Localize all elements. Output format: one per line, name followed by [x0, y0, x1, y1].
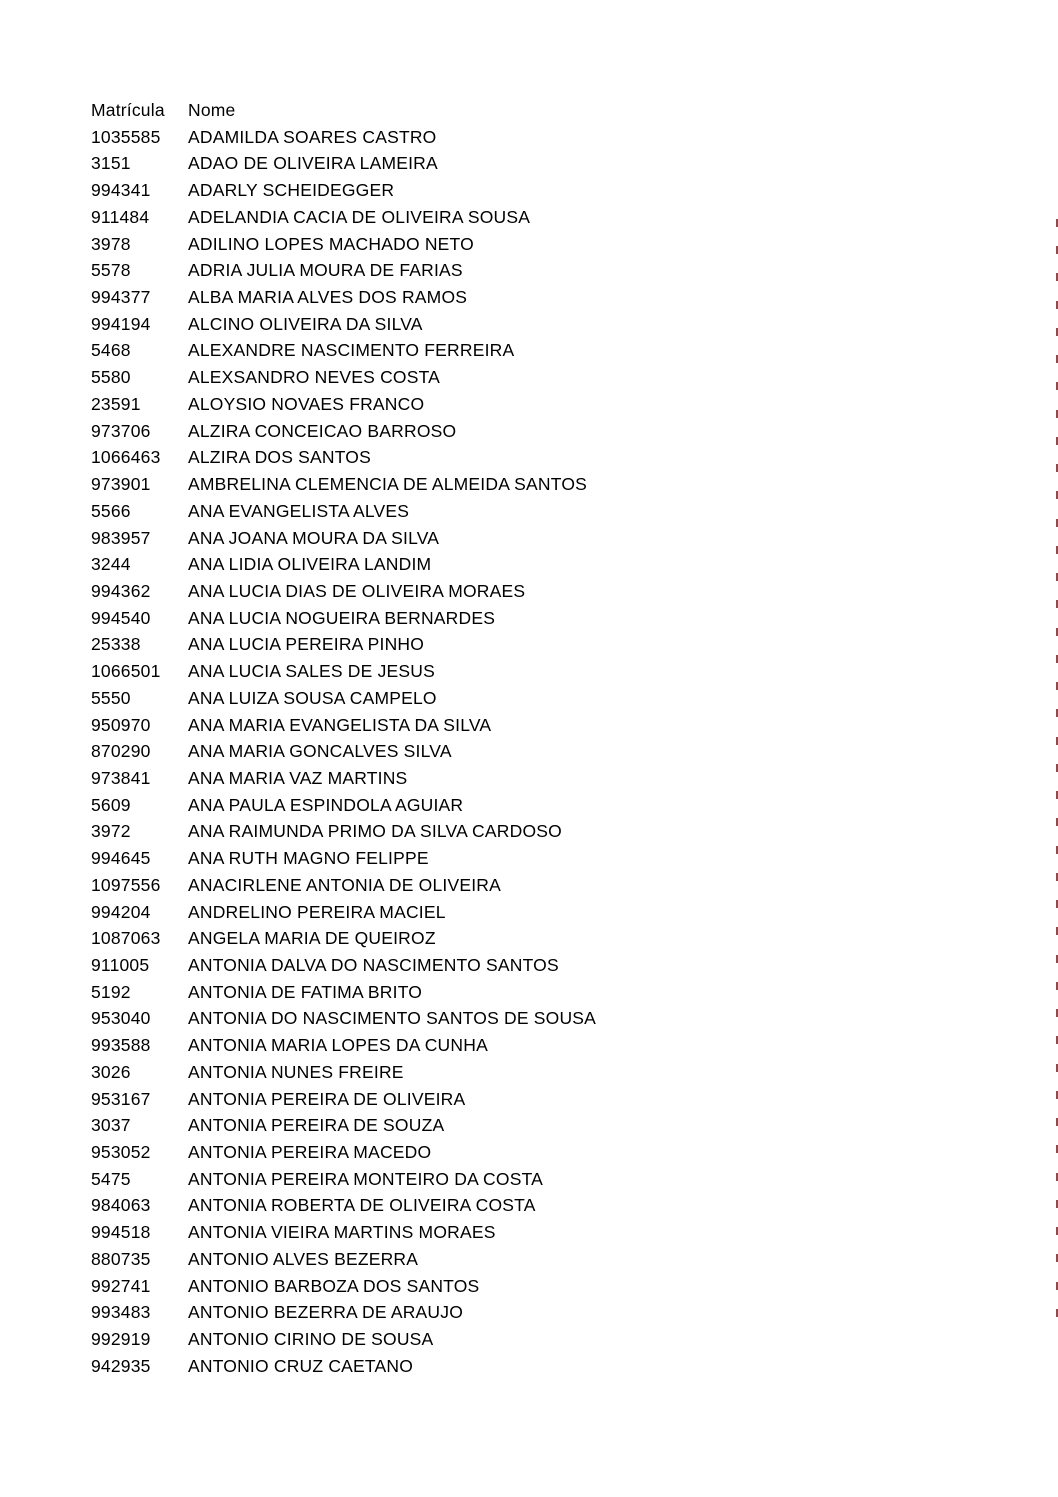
nome-cell: ALBA MARIA ALVES DOS RAMOS	[188, 287, 468, 308]
table-row	[0, 1299, 1058, 1326]
nome-cell: ANA LUCIA PEREIRA PINHO	[188, 634, 425, 655]
matricula-cell: 5468	[91, 340, 131, 361]
table-row	[0, 204, 1058, 231]
nome-cell: ANDRELINO PEREIRA MACIEL	[188, 901, 446, 922]
matricula-cell: 973841	[91, 767, 151, 788]
table-row	[0, 925, 1058, 952]
matricula-cell: 5192	[91, 981, 131, 1002]
matricula-cell: 993483	[91, 1302, 151, 1323]
table-row	[0, 1086, 1058, 1113]
matricula-cell: 25338	[91, 634, 141, 655]
table-row	[0, 525, 1058, 552]
matricula-cell: 3972	[91, 821, 131, 842]
table-row	[0, 1032, 1058, 1059]
table-row	[0, 658, 1058, 685]
matricula-cell: 5609	[91, 794, 131, 815]
nome-cell: ANA LIDIA OLIVEIRA LANDIM	[188, 554, 432, 575]
matricula-cell: 880735	[91, 1248, 151, 1269]
matricula-cell: 992741	[91, 1275, 151, 1296]
nome-cell: ANTONIO BEZERRA DE ARAUJO	[188, 1302, 464, 1323]
table-row	[0, 311, 1058, 338]
matricula-cell: 994362	[91, 580, 151, 601]
matricula-cell: 5475	[91, 1168, 131, 1189]
table-row	[0, 605, 1058, 632]
nome-cell: ADAMILDA SOARES CASTRO	[188, 126, 437, 147]
matricula-cell: 953052	[91, 1142, 151, 1163]
matricula-cell: 3026	[91, 1061, 131, 1082]
matricula-cell: 5566	[91, 500, 131, 521]
table-row	[0, 150, 1058, 177]
matricula-cell: 911005	[91, 955, 150, 975]
table-row	[0, 1005, 1058, 1032]
nome-cell: ANTONIA PEREIRA MONTEIRO DA COSTA	[188, 1168, 544, 1189]
nome-cell: ANA LUCIA NOGUEIRA BERNARDES	[188, 607, 496, 628]
matricula-cell: 993588	[91, 1035, 151, 1056]
nome-cell: ANTONIA ROBERTA DE OLIVEIRA COSTA	[188, 1195, 536, 1216]
matricula-cell: 3037	[91, 1115, 131, 1136]
matricula-cell: 994645	[91, 848, 151, 869]
nome-cell: ANGELA MARIA DE QUEIROZ	[188, 928, 436, 949]
nome-cell: ADRIA JULIA MOURA DE FARIAS	[188, 260, 463, 281]
matricula-cell: 911484	[91, 206, 150, 227]
column-header-nome: Nome	[188, 100, 236, 120]
matricula-cell: 953167	[91, 1088, 151, 1109]
table-body	[0, 124, 1058, 1380]
matricula-cell: 992919	[91, 1329, 151, 1350]
table-row	[0, 952, 1058, 979]
nome-cell: ADARLY SCHEIDEGGER	[188, 180, 395, 201]
nome-cell: ANTONIA MARIA LOPES DA CUNHA	[188, 1035, 488, 1056]
table-row	[0, 1219, 1058, 1246]
matricula-cell: 994204	[91, 901, 151, 922]
nome-cell: ALEXSANDRO NEVES COSTA	[188, 367, 441, 388]
nome-cell: ADILINO LOPES MACHADO NETO	[188, 233, 474, 254]
table-row	[0, 899, 1058, 926]
nome-cell: ANA PAULA ESPINDOLA AGUIAR	[188, 794, 464, 815]
matricula-cell: 994518	[91, 1222, 151, 1243]
table-row	[0, 551, 1058, 578]
table-row	[0, 391, 1058, 418]
table-row	[0, 418, 1058, 445]
nome-cell: ANTONIO CIRINO DE SOUSA	[188, 1329, 434, 1350]
table-row	[0, 1353, 1058, 1380]
table-row	[0, 1112, 1058, 1139]
table-row	[0, 1273, 1058, 1300]
matricula-cell: 994377	[91, 287, 151, 308]
table-row	[0, 765, 1058, 792]
nome-cell: ALZIRA CONCEICAO BARROSO	[188, 420, 457, 441]
table-row	[0, 872, 1058, 899]
matricula-cell: 994540	[91, 607, 151, 628]
table-row	[0, 738, 1058, 765]
column-header-matricula: Matrícula	[91, 100, 165, 120]
table-row	[0, 1326, 1058, 1353]
table-row	[0, 1246, 1058, 1273]
matricula-cell: 973706	[91, 420, 151, 441]
matricula-cell: 3244	[91, 554, 131, 575]
nome-cell: ANTONIA VIEIRA MARTINS MORAES	[188, 1222, 496, 1243]
matricula-cell: 994341	[91, 180, 151, 201]
table-row	[0, 712, 1058, 739]
matricula-cell: 950970	[91, 714, 151, 735]
matricula-cell: 983957	[91, 527, 151, 548]
nome-cell: AMBRELINA CLEMENCIA DE ALMEIDA SANTOS	[188, 474, 588, 495]
table-row	[0, 631, 1058, 658]
matricula-cell: 994194	[91, 313, 151, 334]
table-row	[0, 685, 1058, 712]
matricula-cell: 984063	[91, 1195, 151, 1216]
matricula-cell: 1066501	[91, 661, 161, 682]
table-row	[0, 1059, 1058, 1086]
matricula-cell: 973901	[91, 474, 151, 495]
nome-cell: ALZIRA DOS SANTOS	[188, 447, 371, 468]
nome-cell: ANA LUCIA SALES DE JESUS	[188, 661, 435, 682]
nome-cell: ALCINO OLIVEIRA DA SILVA	[188, 313, 423, 334]
matricula-cell: 3978	[91, 233, 131, 254]
matricula-cell: 870290	[91, 741, 151, 762]
matricula-cell: 1035585	[91, 126, 161, 147]
matricula-cell: 953040	[91, 1008, 151, 1029]
matricula-cell: 3151	[91, 153, 131, 174]
nome-cell: ANTONIO BARBOZA DOS SANTOS	[188, 1275, 480, 1296]
nome-cell: ANTONIA NUNES FREIRE	[188, 1061, 404, 1082]
table-row	[0, 177, 1058, 204]
table-row	[0, 1139, 1058, 1166]
nome-cell: ANTONIA DE FATIMA BRITO	[188, 981, 423, 1002]
nome-cell: ANA JOANA MOURA DA SILVA	[188, 527, 440, 548]
table-row	[0, 1192, 1058, 1219]
nome-cell: ALOYSIO NOVAES FRANCO	[188, 393, 425, 414]
matricula-cell: 5580	[91, 367, 131, 388]
table-row	[0, 498, 1058, 525]
nome-cell: ALEXANDRE NASCIMENTO FERREIRA	[188, 340, 515, 361]
nome-cell: ADAO DE OLIVEIRA LAMEIRA	[188, 153, 438, 174]
table-row	[0, 1166, 1058, 1193]
nome-cell: ANACIRLENE ANTONIA DE OLIVEIRA	[188, 874, 501, 895]
table-header	[0, 97, 1058, 124]
nome-cell: ANTONIA PEREIRA DE SOUZA	[188, 1115, 445, 1136]
nome-cell: ANA MARIA GONCALVES SILVA	[188, 741, 452, 762]
nome-cell: ANA RUTH MAGNO FELIPPE	[188, 848, 429, 869]
table-row	[0, 257, 1058, 284]
table-row	[0, 979, 1058, 1006]
table-row	[0, 578, 1058, 605]
enrollment-list	[0, 97, 1058, 1380]
matricula-cell: 1097556	[91, 874, 161, 895]
nome-cell: ANA LUCIA DIAS DE OLIVEIRA MORAES	[188, 580, 526, 601]
matricula-cell: 1087063	[91, 928, 161, 949]
table-row	[0, 818, 1058, 845]
nome-cell: ANTONIA PEREIRA MACEDO	[188, 1142, 432, 1163]
nome-cell: ANTONIA DO NASCIMENTO SANTOS DE SOUSA	[188, 1008, 597, 1029]
table-row	[0, 364, 1058, 391]
table-row	[0, 284, 1058, 311]
nome-cell: ANA MARIA VAZ MARTINS	[188, 767, 408, 788]
nome-cell: ANTONIA DALVA DO NASCIMENTO SANTOS	[188, 955, 559, 975]
table-row	[0, 845, 1058, 872]
table-row	[0, 231, 1058, 258]
nome-cell: ANA MARIA EVANGELISTA DA SILVA	[188, 714, 492, 735]
matricula-cell: 1066463	[91, 447, 161, 468]
nome-cell: ANTONIO CRUZ CAETANO	[188, 1355, 414, 1376]
nome-cell: ADELANDIA CACIA DE OLIVEIRA SOUSA	[188, 206, 531, 227]
nome-cell: ANA EVANGELISTA ALVES	[188, 500, 410, 521]
table-row	[0, 444, 1058, 471]
nome-cell: ANA LUIZA SOUSA CAMPELO	[188, 687, 437, 708]
matricula-cell: 942935	[91, 1355, 151, 1376]
nome-cell: ANTONIO ALVES BEZERRA	[188, 1248, 419, 1269]
table-row	[0, 337, 1058, 364]
matricula-cell: 23591	[91, 393, 141, 414]
nome-cell: ANA RAIMUNDA PRIMO DA SILVA CARDOSO	[188, 821, 562, 842]
nome-cell: ANTONIA PEREIRA DE OLIVEIRA	[188, 1088, 466, 1109]
table-row	[0, 124, 1058, 151]
table-row	[0, 471, 1058, 498]
matricula-cell: 5550	[91, 687, 131, 708]
table-row	[0, 792, 1058, 819]
matricula-cell: 5578	[91, 260, 131, 281]
